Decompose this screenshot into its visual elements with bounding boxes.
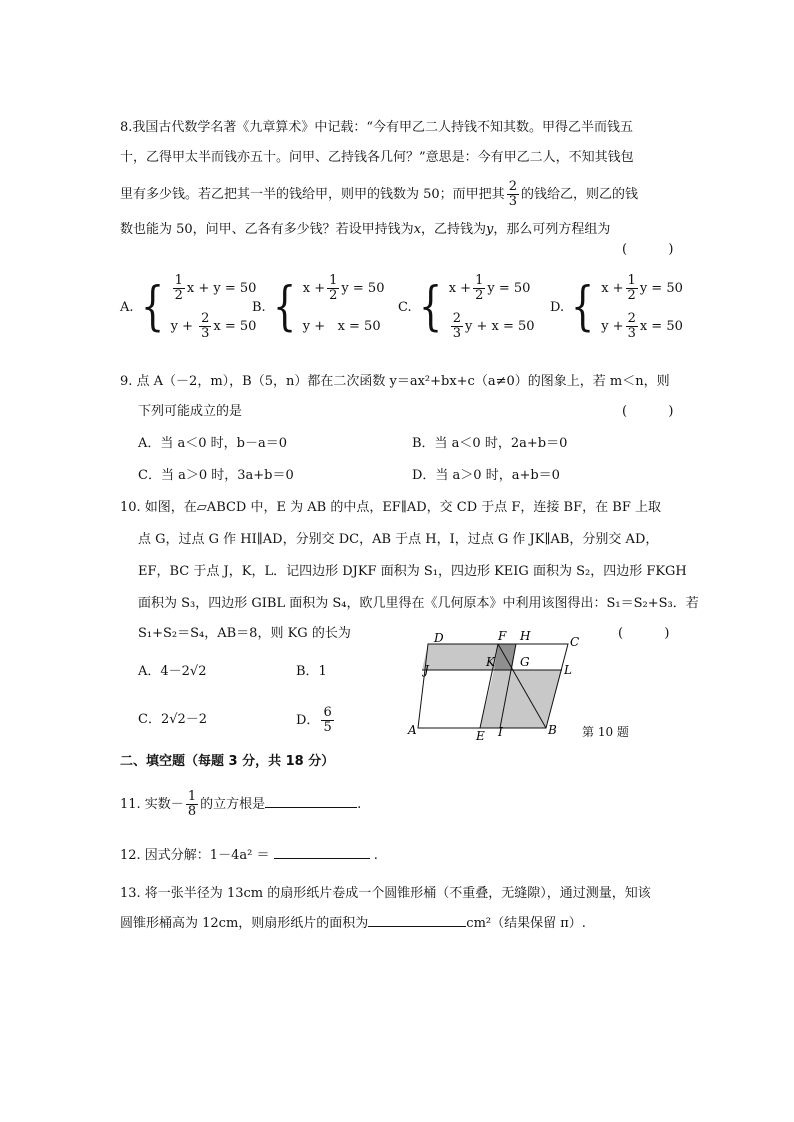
- label-g: G: [520, 655, 530, 669]
- q13-line2: [120, 914, 586, 934]
- variable-x: x: [413, 222, 422, 237]
- q10-option-d[interactable]: [296, 706, 336, 735]
- q10-option-b[interactable]: B．1: [296, 664, 327, 679]
- variable-y: y: [486, 222, 494, 237]
- q9-option-b[interactable]: B．当 a＜0 时，2a+b＝0: [412, 436, 568, 451]
- q8-line4-text-c: ，那么可列方程组为: [493, 222, 611, 237]
- q12-text: 12. 因式分解：1－4a² ＝: [120, 848, 270, 863]
- brace-icon: {: [418, 277, 442, 337]
- equation-text: x = 50: [213, 318, 257, 334]
- q8-line3: [120, 180, 638, 209]
- q13-text-b: cm²（结果保留 π）.: [466, 916, 586, 931]
- fraction-denominator: 5: [323, 720, 332, 735]
- q10-line5: S₁+S₂＝S₄，AB＝8，则 KG 的长为: [138, 626, 351, 641]
- equation-2: $\frac{2}{3}$ y + x = 50: [452, 310, 535, 341]
- q8-line3-text-a: 里有多少钱。若乙把其一半的钱给甲，则甲的钱数为 50；而甲把其: [120, 187, 505, 202]
- equation-system: [171, 272, 257, 342]
- q8-line4-text-b: ，乙持钱为: [421, 222, 487, 237]
- q8-fraction-two-thirds: [507, 180, 519, 209]
- equation-1: x + $\frac{1}{2}$ y = 50: [448, 272, 531, 303]
- equation-2: y + x = 50: [302, 318, 381, 334]
- q13-text-a: 圆锥形桶高为 12cm，则扇形纸片的面积为: [120, 916, 369, 931]
- option-label: D．: [296, 713, 320, 728]
- equation-text: y = 50: [341, 280, 385, 296]
- q12-period: .: [373, 848, 378, 863]
- label-d: D: [434, 631, 444, 645]
- q9-option-c[interactable]: C．当 a＞0 时，3a+b＝0: [138, 468, 294, 483]
- equation-text: y + x = 50: [465, 318, 535, 334]
- equation-system: [449, 272, 535, 342]
- q11-text-post: 的立方根是: [200, 797, 266, 812]
- q8-line4: [120, 220, 610, 240]
- q8-option-b[interactable]: [252, 272, 384, 342]
- fraction-numerator: 1: [187, 789, 197, 804]
- q11-text-pre: 11. 实数－: [120, 797, 184, 812]
- brace-icon: {: [272, 277, 296, 337]
- q10-line1: 10. 如图，在▱ABCD 中，E 为 AB 的中点，EF∥AD，交 CD 于点 F，连接 BF，在 BF 上取: [120, 500, 661, 515]
- label-a: A: [408, 723, 417, 737]
- q11-period: .: [357, 797, 362, 812]
- label-h: H: [520, 629, 531, 643]
- label-k: K: [486, 655, 495, 669]
- q13-line1: 13. 将一张半径为 13cm 的扇形纸片卷成一个圆锥形桶（不重叠，无缝隙），通过测量，知该: [120, 886, 651, 901]
- equation-system: [601, 272, 683, 342]
- brace-icon: {: [140, 277, 164, 337]
- q9-answer-paren: ( ): [622, 404, 674, 419]
- q9-line2: 下列可能成立的是: [138, 404, 243, 419]
- q12-line: [120, 846, 378, 866]
- equation-text: x = 50: [639, 318, 683, 334]
- equation-system: [303, 272, 385, 342]
- q11-line: [120, 790, 361, 819]
- option-label: C.: [398, 299, 412, 315]
- option-label: D.: [550, 299, 565, 315]
- equation-text: y = 50: [639, 280, 683, 296]
- label-c: C: [570, 635, 580, 649]
- label-f: F: [498, 629, 507, 643]
- q13-answer-blank[interactable]: [368, 926, 466, 927]
- q10-line3: EF，BC 于点 J，K，L．记四边形 DJKF 面积为 S₁，四边形 KEIG 面积为 S₂，四边形 FKGH: [138, 564, 687, 579]
- label-e: E: [476, 729, 485, 743]
- q9-line1: 9. 点 A（－2，m），B（5，n）都在二次函数 y＝ax²+bx+c（a≠0）的图象上，若 m＜n，则: [120, 374, 670, 389]
- q10-option-a[interactable]: A．4－2√2: [138, 664, 207, 679]
- q8-line3-text-b: 的钱给乙，则乙的钱: [520, 187, 638, 202]
- q9-option-d[interactable]: D．当 a＞0 时，a+b＝0: [412, 468, 560, 483]
- q10-answer-paren: ( ): [618, 626, 670, 641]
- q10-option-c[interactable]: C．2√2－2: [138, 712, 208, 727]
- q8-option-d[interactable]: [550, 272, 683, 342]
- label-i: I: [498, 725, 503, 739]
- q11-answer-blank[interactable]: [265, 807, 357, 808]
- q8-line4-text-a: 数也能为 50，问甲、乙各有多少钱？若设甲持钱为: [120, 222, 414, 237]
- option-label: B.: [252, 299, 266, 315]
- q10-line2: 点 G，过点 G 作 HI∥AD，分别交 DC，AB 于点 H，I，过点 G 作 JK∥AB，分别交 AD，: [138, 532, 659, 547]
- q8-answer-paren: ( ): [622, 242, 674, 257]
- q10-line4: 面积为 S₃，四边形 GIBL 面积为 S₄，欧几里得在《几何原本》中利用该图得出：S₁＝S₂+S₃．若: [138, 596, 699, 611]
- equation-2: y + $\frac{2}{3}$ x = 50: [601, 310, 683, 341]
- fraction-six-fifths: [321, 706, 333, 735]
- q9-option-a[interactable]: A．当 a＜0 时，b－a＝0: [138, 436, 288, 451]
- equation-text: y = 50: [487, 280, 531, 296]
- label-l: L: [564, 663, 572, 677]
- equation-1: x + $\frac{1}{2}$ y = 50: [601, 272, 683, 303]
- label-j: J: [424, 663, 429, 677]
- equation-text: x = 50: [337, 318, 381, 334]
- q10-parallelogram-figure: [400, 628, 580, 743]
- q8-option-a[interactable]: [120, 272, 256, 342]
- equation-text: x + y = 50: [186, 280, 257, 296]
- fraction-denominator: 3: [508, 194, 517, 209]
- q8-line1: 8.我国古代数学名著《九章算术》中记载：“今有甲乙二人持钱不知其数。甲得乙半而钱五: [120, 120, 634, 135]
- brace-icon: {: [571, 277, 595, 337]
- fraction-one-eighth: [186, 790, 198, 819]
- section-2-heading: 二、填空题（每题 3 分，共 18 分）: [120, 754, 335, 769]
- fraction-numerator: 2: [508, 179, 517, 194]
- label-b: B: [548, 723, 557, 737]
- q12-answer-blank[interactable]: [274, 858, 370, 859]
- equation-2: y + $\frac{2}{3}$ x = 50: [170, 310, 257, 341]
- fraction-denominator: 8: [187, 804, 197, 819]
- equation-1: x + $\frac{1}{2}$ y = 50: [302, 272, 385, 303]
- option-label: A.: [120, 299, 134, 315]
- q8-line2: 十，乙得甲太半而钱亦五十。问甲、乙持钱各几何？”意思是：今有甲乙二人，不知其钱包: [120, 150, 634, 165]
- equation-1: $\frac{1}{2}$ x + y = 50: [174, 272, 257, 303]
- q10-figure-caption: 第 10 题: [582, 725, 629, 739]
- q8-option-c[interactable]: [398, 272, 535, 342]
- fraction-numerator: 6: [323, 705, 332, 720]
